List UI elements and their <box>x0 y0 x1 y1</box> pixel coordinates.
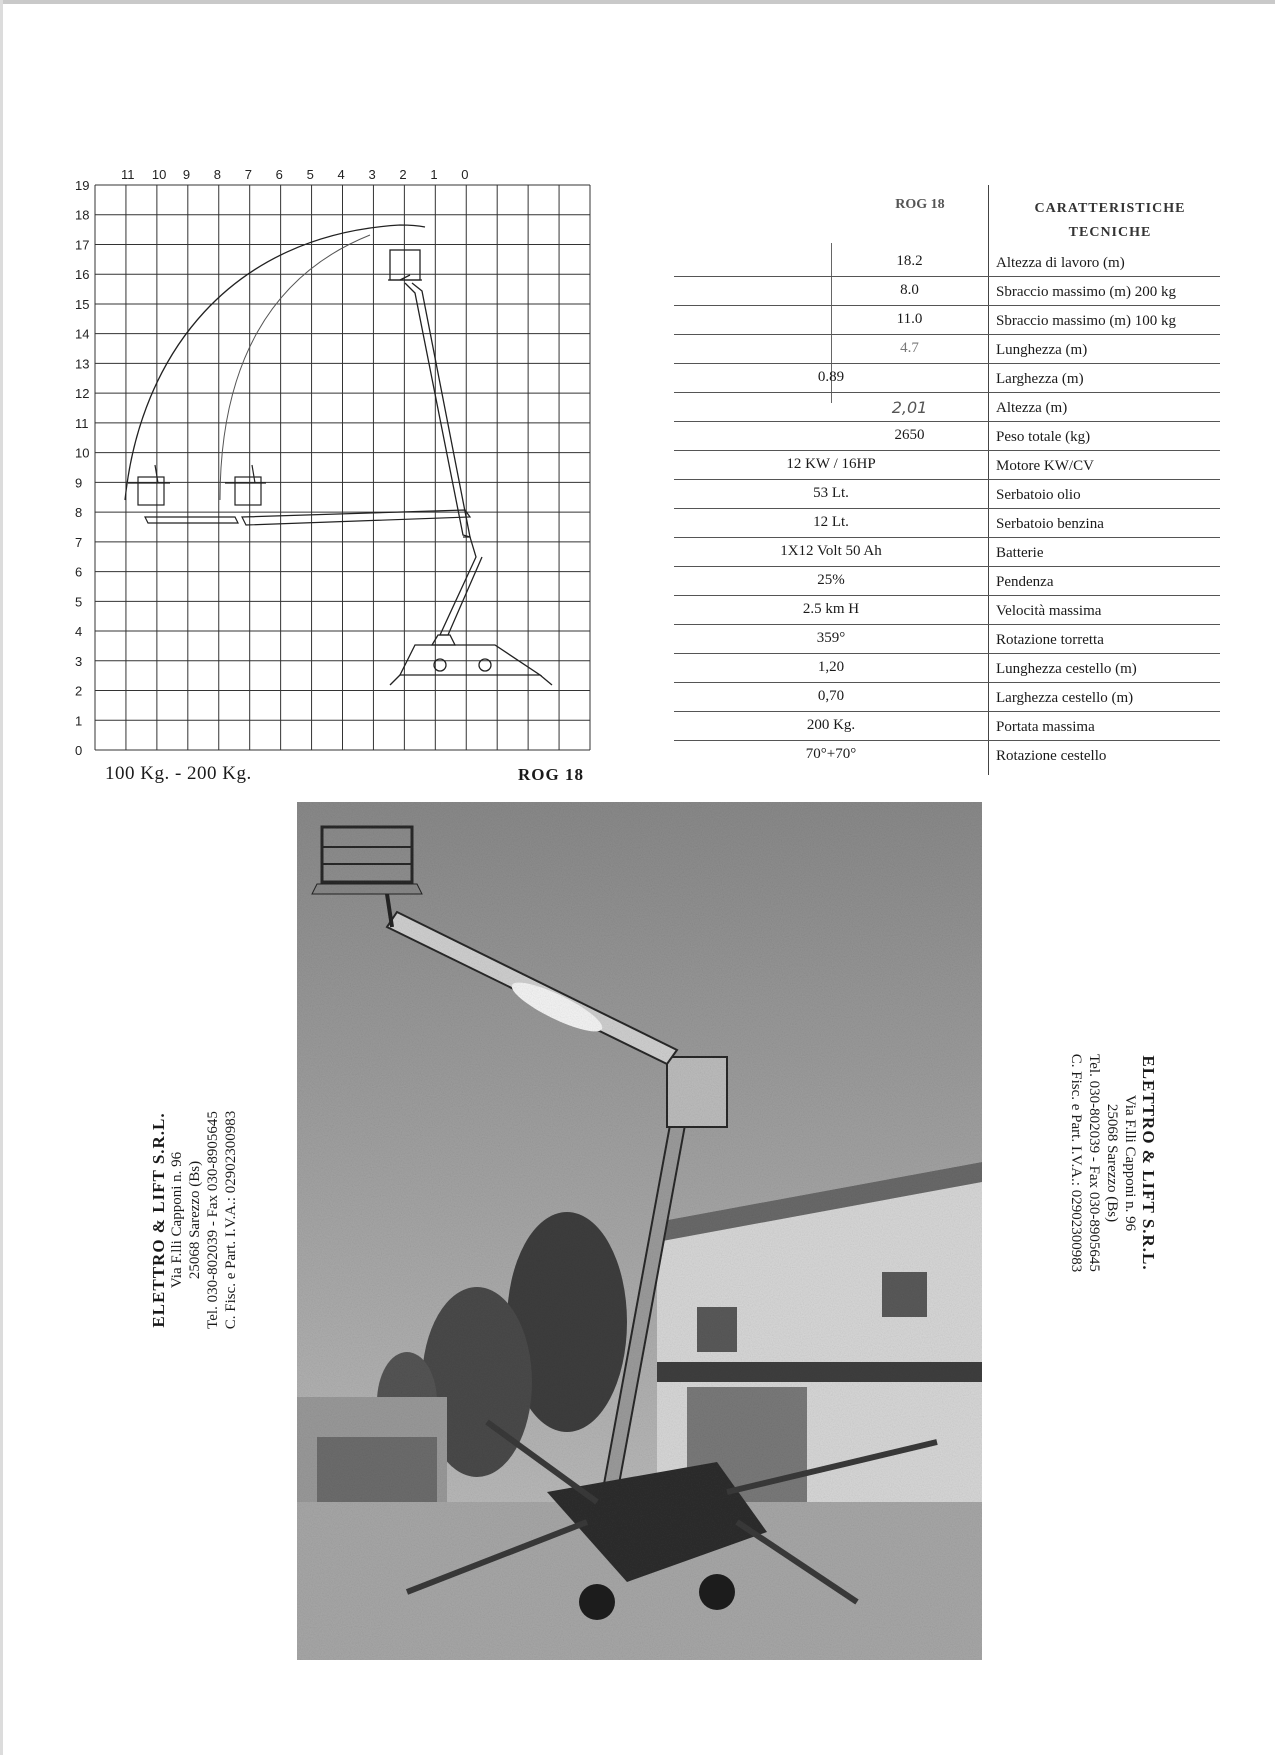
company-city: 25068 Sarezzo (Bs) <box>187 1160 203 1280</box>
company-city: 25068 Sarezzo (Bs) <box>1104 1103 1120 1223</box>
company-tax-id: C. Fisc. e Part. I.V.A.: 02902300983 <box>1068 1053 1084 1273</box>
y-tick-label: 0 <box>75 743 83 758</box>
spec-value: 12 KW / 16HP <box>786 456 876 472</box>
working-range-diagram <box>70 165 630 785</box>
spec-label: Peso totale (kg) <box>996 429 1091 445</box>
table-row <box>674 537 1220 567</box>
spec-label: Motore KW/CV <box>996 458 1094 474</box>
x-tick-label: 10 <box>151 167 167 182</box>
company-phone: Tel. 030-802039 - Fax 030-8905645 <box>205 1111 221 1329</box>
spec-value: 2.5 km H <box>802 601 860 617</box>
table-row <box>674 595 1220 625</box>
specs-title-header: CARATTERISTICHE TECNICHE <box>1034 201 1186 240</box>
company-name: ELETTRO & LIFT S.R.L. <box>149 1112 168 1328</box>
scan-edge-top <box>0 0 1275 4</box>
spec-label: Larghezza (m) <box>996 371 1084 387</box>
x-tick-label: 1 <box>430 167 438 182</box>
scan-edge-left <box>0 0 3 1755</box>
spec-label: Pendenza <box>996 574 1054 590</box>
table-row <box>674 450 1220 480</box>
company-stamp-left <box>150 990 240 1450</box>
reach-envelope-inner-curve <box>220 235 370 500</box>
y-tick-label: 15 <box>75 296 90 312</box>
table-row <box>674 653 1220 683</box>
spec-label: Lunghezza (m) <box>996 342 1088 358</box>
x-tick-label: 2 <box>399 167 407 182</box>
company-address: Via F.lli Capponi n. 96 <box>1122 1094 1138 1232</box>
y-tick-label: 11 <box>75 415 89 431</box>
y-tick-label: 7 <box>75 534 83 550</box>
spec-value: 359° <box>816 630 846 646</box>
y-tick-label: 16 <box>75 267 90 283</box>
lift-machine-drawing <box>388 250 552 685</box>
reach-envelope-curve <box>125 225 425 500</box>
spec-value: 0.89 <box>817 369 845 385</box>
y-tick-label: 17 <box>75 237 90 253</box>
x-tick-label: 11 <box>120 167 135 182</box>
y-axis-labels <box>75 178 89 758</box>
spec-label: Rotazione cestello <box>996 748 1107 764</box>
table-row <box>674 508 1220 538</box>
spec-label: Velocità massima <box>996 603 1102 619</box>
table-row <box>674 305 1220 335</box>
spec-label: Sbraccio massimo (m) 100 kg <box>996 313 1176 329</box>
y-tick-label: 10 <box>75 445 90 461</box>
table-row <box>674 740 1220 769</box>
spec-label: Serbatoio benzina <box>996 516 1104 532</box>
table-row <box>674 566 1220 596</box>
spec-label: Rotazione torretta <box>996 632 1104 648</box>
x-tick-label: 0 <box>461 167 469 182</box>
table-row <box>674 682 1220 712</box>
spec-value: 200 Kg. <box>806 717 856 733</box>
basket-drawings <box>128 465 470 525</box>
y-tick-label: 14 <box>75 326 90 342</box>
spec-value: 11.0 <box>896 311 923 327</box>
y-tick-label: 19 <box>75 178 90 193</box>
x-tick-label: 4 <box>337 167 345 182</box>
spec-value: 8.0 <box>900 282 919 298</box>
y-tick-label: 5 <box>75 594 83 610</box>
specs-table <box>674 185 1220 775</box>
table-row <box>674 421 1220 451</box>
spec-value: 53 Lt. <box>813 485 849 501</box>
y-tick-label: 13 <box>75 356 90 372</box>
spec-value: 18.2 <box>896 253 923 269</box>
spec-label: Batterie <box>996 545 1044 561</box>
model-header: ROG 18 <box>895 197 945 212</box>
table-row <box>674 363 1220 393</box>
spec-value: 1,20 <box>817 659 845 675</box>
spec-value: 25% <box>817 572 845 588</box>
lift-photo <box>297 802 982 1660</box>
model-caption: ROG 18 <box>518 765 584 784</box>
table-row <box>674 479 1220 509</box>
y-tick-label: 8 <box>75 505 83 521</box>
spec-value: 12 Lt. <box>813 514 849 530</box>
spec-value: 70°+70° <box>805 746 857 762</box>
y-tick-label: 4 <box>75 624 83 640</box>
company-stamp-right <box>1067 933 1157 1393</box>
y-tick-label: 2 <box>75 683 83 699</box>
company-address: Via F.lli Capponi n. 96 <box>169 1151 185 1289</box>
y-tick-label: 18 <box>75 207 90 223</box>
table-row <box>674 276 1220 306</box>
spec-label: Sbraccio massimo (m) 200 kg <box>996 284 1176 300</box>
spec-label: Altezza di lavoro (m) <box>996 255 1125 271</box>
y-tick-label: 9 <box>75 475 83 491</box>
y-tick-label: 6 <box>75 564 83 580</box>
spec-label: Portata massima <box>996 719 1095 735</box>
table-row <box>674 624 1220 654</box>
spec-label: Altezza (m) <box>996 400 1068 416</box>
diagram-grid <box>95 185 590 750</box>
spec-value: 4.7 <box>900 340 919 356</box>
spec-value: 2650 <box>894 427 925 443</box>
spec-value: 0,70 <box>817 688 845 704</box>
table-row <box>674 711 1220 741</box>
company-name: ELETTRO & LIFT S.R.L. <box>1139 1055 1158 1271</box>
x-tick-label: 3 <box>368 167 376 182</box>
table-row <box>674 392 1220 422</box>
x-tick-label: 7 <box>244 167 252 182</box>
y-tick-label: 12 <box>75 386 90 402</box>
spec-value: 1X12 Volt 50 Ah <box>780 543 882 559</box>
company-phone: Tel. 030-802039 - Fax 030-8905645 <box>1086 1054 1102 1272</box>
x-tick-label: 9 <box>182 167 191 182</box>
spec-label: Lunghezza cestello (m) <box>996 661 1137 677</box>
load-caption: 100 Kg. - 200 Kg. <box>105 763 252 784</box>
x-tick-label: 5 <box>306 167 314 182</box>
table-row <box>674 334 1220 364</box>
y-tick-label: 3 <box>75 653 83 669</box>
spec-label: Larghezza cestello (m) <box>996 690 1134 706</box>
x-axis-labels <box>121 167 469 182</box>
y-tick-label: 1 <box>75 713 83 729</box>
x-tick-label: 8 <box>213 167 221 182</box>
spec-value-handwritten: 2,01 <box>891 398 928 417</box>
x-tick-label: 6 <box>275 167 283 182</box>
table-row <box>674 247 1220 277</box>
spec-label: Serbatoio olio <box>996 487 1081 503</box>
company-tax-id: C. Fisc. e Part. I.V.A.: 02902300983 <box>223 1110 239 1330</box>
